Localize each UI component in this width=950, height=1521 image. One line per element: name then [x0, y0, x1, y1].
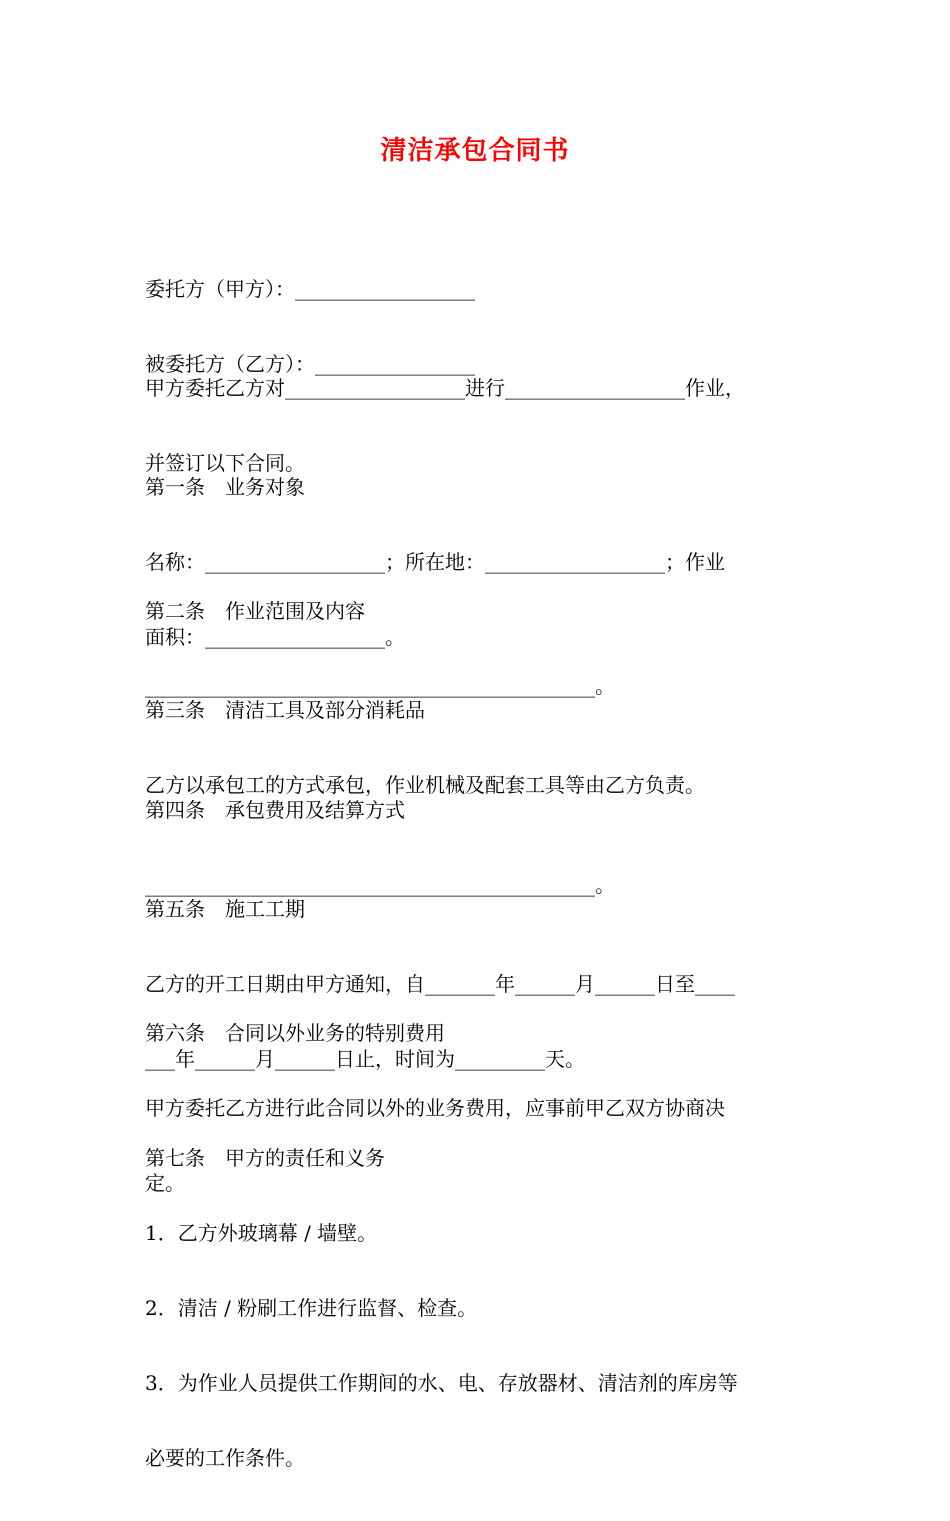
- article-line: 乙方以承包工的方式承包，作业机械及配套工具等由乙方负责。: [145, 773, 705, 797]
- article-line: 面积：__________________。: [145, 625, 405, 649]
- article-heading: 第三条 清洁工具及部分消耗品: [145, 698, 425, 722]
- article-heading: 第二条 作业范围及内容: [145, 599, 365, 623]
- intro-line: 甲方委托乙方对__________________进行__________________作业，: [145, 376, 745, 400]
- article-7: [145, 1096, 810, 1521]
- article-heading: 第七条 甲方的责任和义务: [145, 1146, 385, 1170]
- article-line: 定。: [145, 1171, 185, 1195]
- contractor-party-line: 被委托方（乙方）：________________: [145, 352, 475, 376]
- article-line: 乙方的开工日期由甲方通知，自_______年______月______日至____: [145, 972, 735, 996]
- article-line: _____________________________________________。: [145, 674, 615, 698]
- article-line: 必要的工作条件。: [145, 1446, 305, 1470]
- article-heading: 第五条 施工工期: [145, 897, 305, 921]
- article-heading: 第四条 承包费用及结算方式: [145, 798, 405, 822]
- article-line: _____________________________________________。: [145, 873, 615, 897]
- article-line: 名称：__________________；所在地：__________________；作业: [145, 550, 725, 574]
- article-heading: 第一条 业务对象: [145, 475, 305, 499]
- article-line: 3．为作业人员提供工作期间的水、电、存放器材、清洁剂的库房等: [145, 1371, 738, 1395]
- intro-line: 并签订以下合同。: [145, 451, 305, 475]
- article-line: 1．乙方外玻璃幕 / 墙壁。: [145, 1221, 378, 1245]
- article-heading: 第六条 合同以外业务的特别费用: [145, 1021, 445, 1045]
- article-line: ___年______月______日止，时间为_________天。: [145, 1047, 585, 1071]
- client-party-line: 委托方（甲方）：__________________: [145, 277, 475, 301]
- article-line: 甲方委托乙方进行此合同以外的业务费用，应事前甲乙双方协商决: [145, 1096, 725, 1120]
- article-line: 2．清洁 / 粉刷工作进行监督、检查。: [145, 1296, 478, 1320]
- document-title: 清洁承包合同书: [380, 136, 570, 166]
